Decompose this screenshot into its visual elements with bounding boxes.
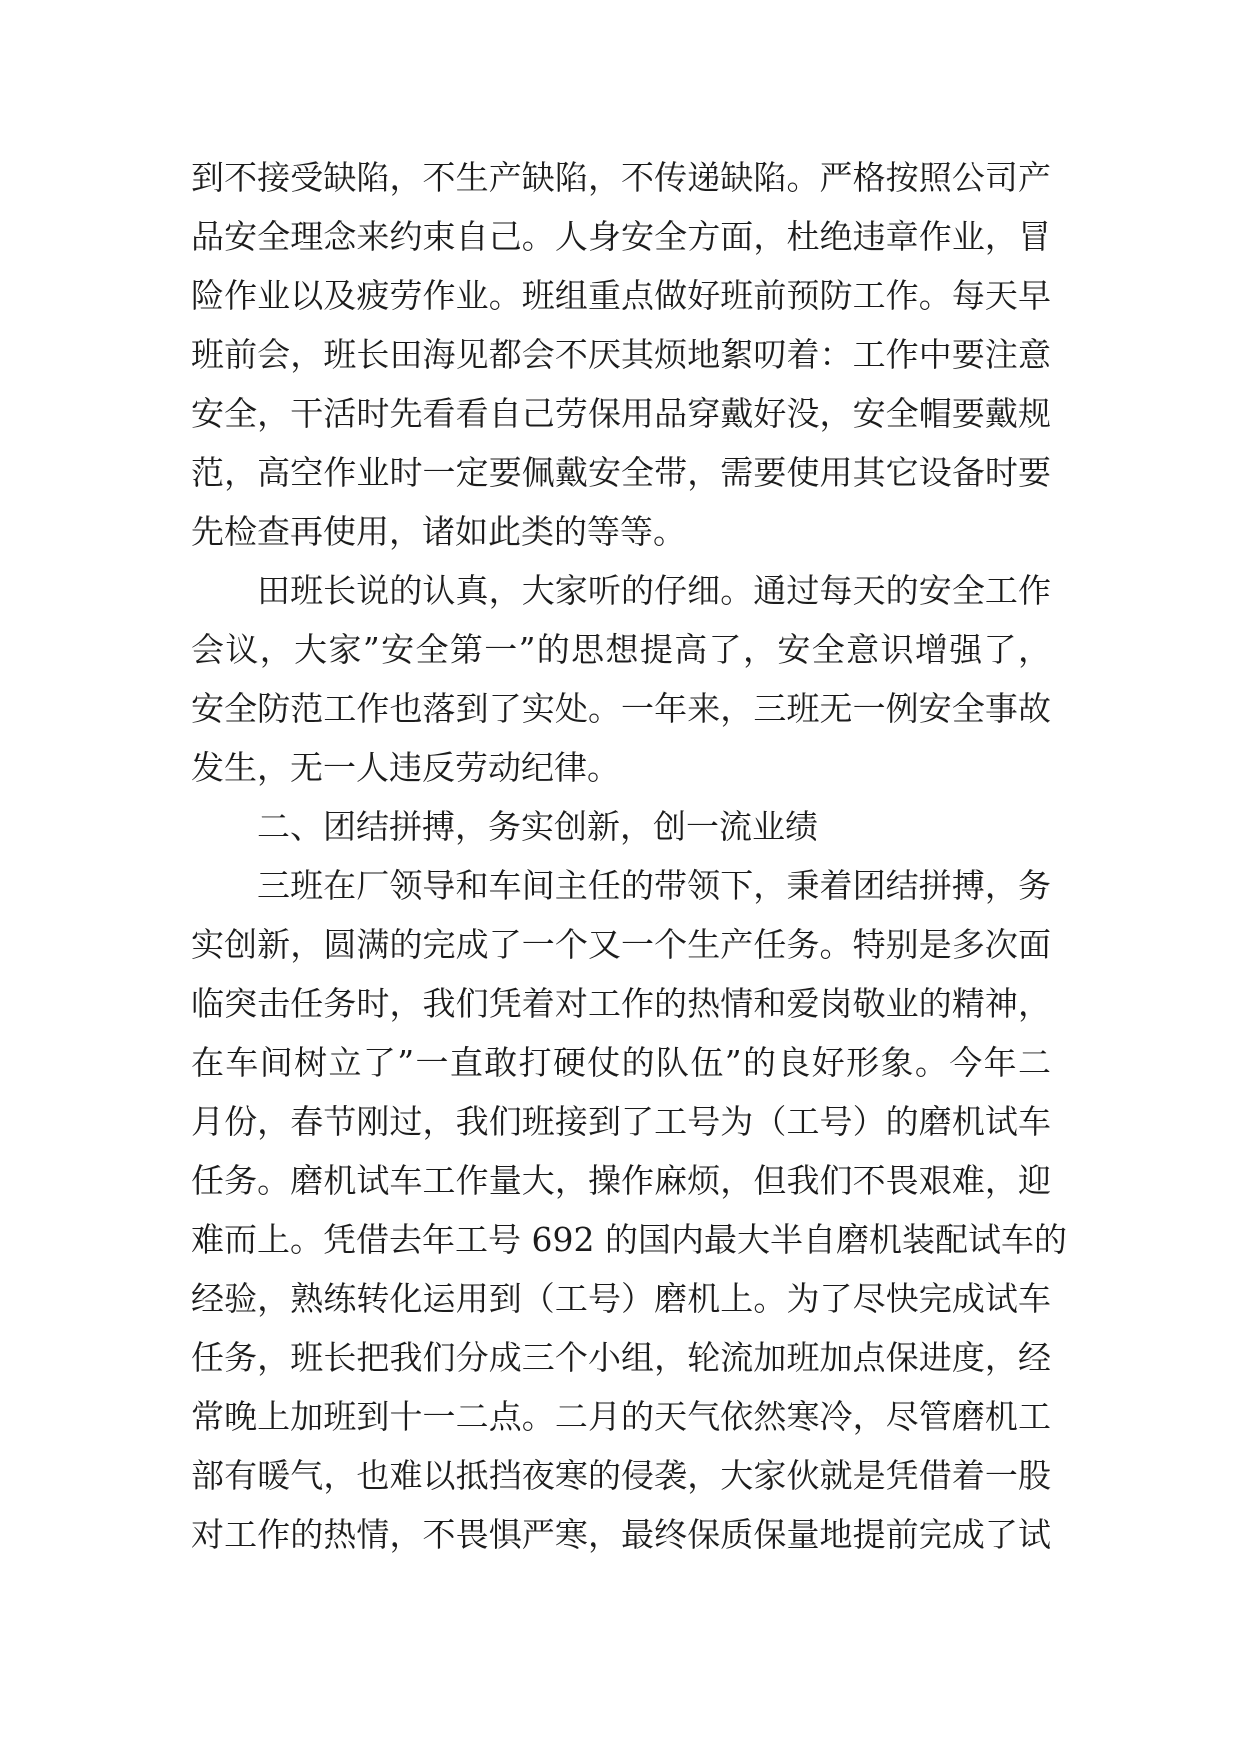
- text-line: 先检查再使用，诸如此类的等等。: [191, 512, 686, 551]
- text-line: 常晚上加班到十一二点。二月的天气依然寒冷，尽管磨机工: [191, 1397, 1051, 1436]
- text-line: 经验，熟练转化运用到（工号）磨机上。为了尽快完成试车: [191, 1279, 1051, 1318]
- text-line: 三班在厂领导和车间主任的带领下，秉着团结拼搏，务: [257, 866, 1051, 905]
- body-text: [191, 148, 1067, 1564]
- text-line: 发生，无一人违反劳动纪律。: [191, 748, 620, 787]
- text-line: 田班长说的认真，大家听的仔细。通过每天的安全工作: [257, 571, 1051, 610]
- text-line: 在车间树立了”一直敢打硬仗的队伍”的良好形象。今年二: [191, 1043, 1051, 1082]
- text-line: 实创新，圆满的完成了一个又一个生产任务。特别是多次面: [191, 925, 1051, 964]
- text-line: 难而上。凭借去年工号 692 的国内最大半自磨机装配试车的: [191, 1220, 1067, 1259]
- text-line: 对工作的热情，不畏惧严寒，最终保质保量地提前完成了试: [191, 1515, 1051, 1554]
- text-line: 任务，班长把我们分成三个小组，轮流加班加点保进度，经: [191, 1338, 1051, 1377]
- text-line: 任务。磨机试车工作量大，操作麻烦，但我们不畏艰难，迎: [191, 1161, 1051, 1200]
- text-line: 班前会，班长田海见都会不厌其烦地絮叨着：工作中要注意: [191, 335, 1051, 374]
- text-line: 会议，大家”安全第一”的思想提高了，安全意识增强了，: [191, 630, 1051, 669]
- text-line: 范，高空作业时一定要佩戴安全带，需要使用其它设备时要: [191, 453, 1051, 492]
- text-line: 险作业以及疲劳作业。班组重点做好班前预防工作。每天早: [191, 276, 1051, 315]
- text-line: 品安全理念来约束自己。人身安全方面，杜绝违章作业，冒: [191, 217, 1051, 256]
- text-line: 到不接受缺陷，不生产缺陷，不传递缺陷。严格按照公司产: [191, 158, 1051, 197]
- text-line: 月份，春节刚过，我们班接到了工号为（工号）的磨机试车: [191, 1102, 1051, 1141]
- text-line: 安全，干活时先看看自己劳保用品穿戴好没，安全帽要戴规: [191, 394, 1051, 433]
- text-line: 安全防范工作也落到了实处。一年来，三班无一例安全事故: [191, 689, 1051, 728]
- text-line: 二、团结拼搏，务实创新，创一流业绩: [257, 807, 818, 846]
- text-line: 部有暖气，也难以抵挡夜寒的侵袭，大家伙就是凭借着一股: [191, 1456, 1051, 1495]
- text-line: 临突击任务时，我们凭着对工作的热情和爱岗敬业的精神，: [191, 984, 1051, 1023]
